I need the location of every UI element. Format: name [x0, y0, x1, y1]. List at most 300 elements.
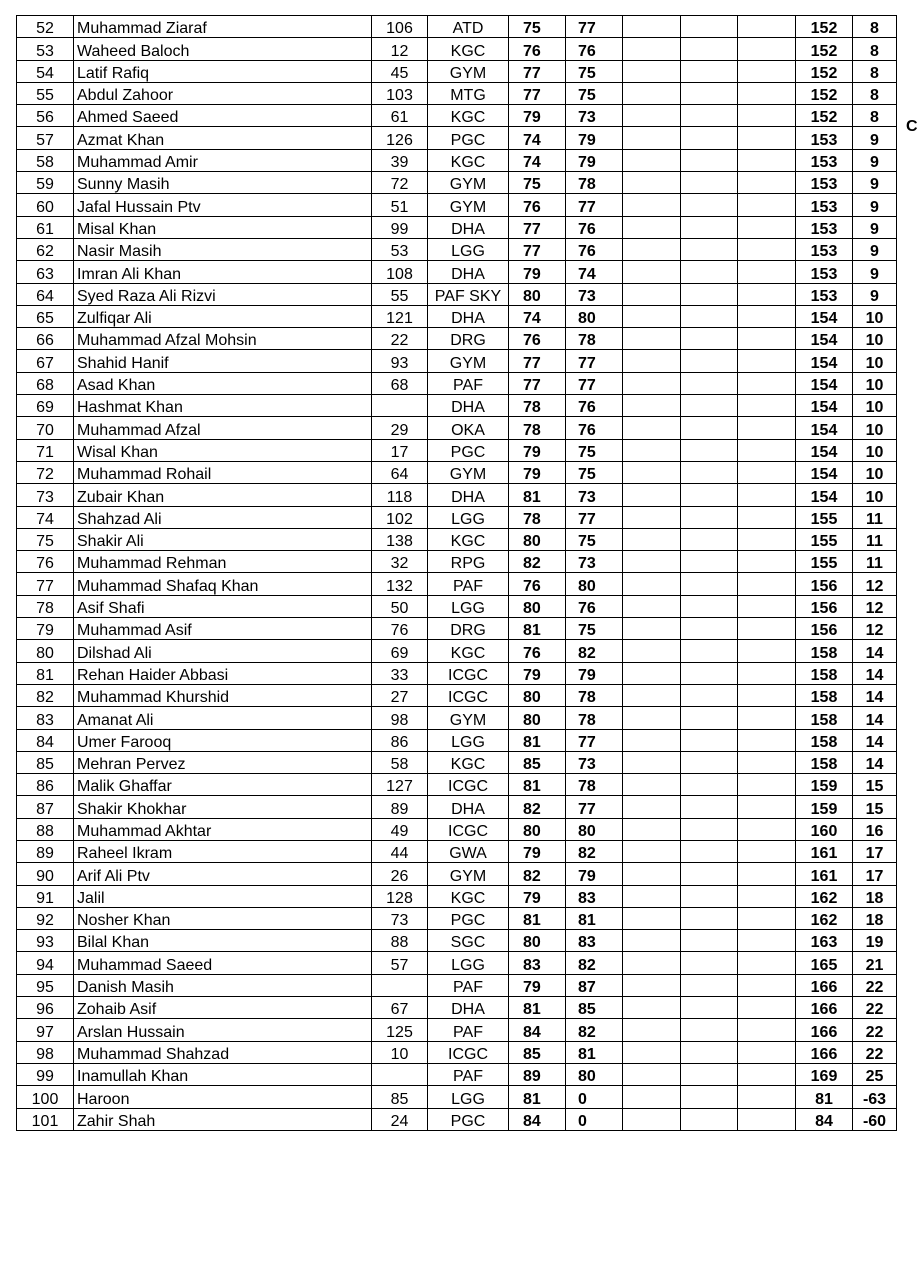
- player-name-cell: Shakir Khokhar: [74, 796, 372, 818]
- empty-cell: [681, 818, 738, 840]
- empty-cell: [623, 16, 681, 38]
- round1-score-cell: 80: [509, 707, 566, 729]
- round2-score-cell: 83: [566, 885, 623, 907]
- round1-score-cell: 79: [509, 662, 566, 684]
- total-score-cell: 155: [796, 506, 853, 528]
- club-cell: ATD: [428, 16, 509, 38]
- round1-score-cell: 80: [509, 684, 566, 706]
- position-cell: 93: [17, 930, 74, 952]
- table-row: [17, 1086, 897, 1108]
- empty-cell: [738, 551, 796, 573]
- club-cell: OKA: [428, 417, 509, 439]
- handicap-cell: 86: [372, 729, 428, 751]
- position-cell: 79: [17, 618, 74, 640]
- table-row: [17, 216, 897, 238]
- empty-cell: [738, 82, 796, 104]
- total-score-cell: 163: [796, 930, 853, 952]
- empty-cell: [681, 16, 738, 38]
- round2-score-cell: 73: [566, 105, 623, 127]
- round2-score-cell: 73: [566, 283, 623, 305]
- empty-cell: [681, 149, 738, 171]
- empty-cell: [738, 863, 796, 885]
- empty-cell: [623, 840, 681, 862]
- position-cell: 83: [17, 707, 74, 729]
- table-row: [17, 38, 897, 60]
- position-cell: 52: [17, 16, 74, 38]
- club-cell: DHA: [428, 216, 509, 238]
- round1-score-cell: 81: [509, 618, 566, 640]
- club-cell: DHA: [428, 261, 509, 283]
- player-name-cell: Asif Shafi: [74, 595, 372, 617]
- round1-score-cell: 85: [509, 1041, 566, 1063]
- position-cell: 89: [17, 840, 74, 862]
- position-cell: 87: [17, 796, 74, 818]
- empty-cell: [681, 417, 738, 439]
- club-cell: SGC: [428, 930, 509, 952]
- empty-cell: [681, 105, 738, 127]
- over-par-cell: -60: [853, 1108, 897, 1130]
- total-score-cell: 154: [796, 305, 853, 327]
- empty-cell: [623, 105, 681, 127]
- empty-cell: [738, 1108, 796, 1130]
- handicap-cell: [372, 395, 428, 417]
- round1-score-cell: 82: [509, 796, 566, 818]
- table-row: [17, 907, 897, 929]
- empty-cell: [623, 528, 681, 550]
- empty-cell: [681, 595, 738, 617]
- player-name-cell: Amanat Ali: [74, 707, 372, 729]
- empty-cell: [738, 194, 796, 216]
- table-row: [17, 395, 897, 417]
- over-par-cell: -63: [853, 1086, 897, 1108]
- club-cell: ICGC: [428, 684, 509, 706]
- table-row: [17, 1108, 897, 1130]
- handicap-cell: 29: [372, 417, 428, 439]
- table-row: [17, 328, 897, 350]
- club-cell: PGC: [428, 907, 509, 929]
- empty-cell: [738, 395, 796, 417]
- over-par-cell: 18: [853, 907, 897, 929]
- table-row: [17, 417, 897, 439]
- player-name-cell: Dilshad Ali: [74, 640, 372, 662]
- club-cell: LGG: [428, 238, 509, 260]
- round2-score-cell: 73: [566, 751, 623, 773]
- empty-cell: [681, 863, 738, 885]
- empty-cell: [623, 618, 681, 640]
- player-name-cell: Muhammad Ziaraf: [74, 16, 372, 38]
- total-score-cell: 154: [796, 461, 853, 483]
- total-score-cell: 84: [796, 1108, 853, 1130]
- club-cell: LGG: [428, 1086, 509, 1108]
- handicap-cell: 128: [372, 885, 428, 907]
- position-cell: 74: [17, 506, 74, 528]
- handicap-cell: 64: [372, 461, 428, 483]
- empty-cell: [738, 528, 796, 550]
- total-score-cell: 153: [796, 283, 853, 305]
- empty-cell: [681, 640, 738, 662]
- empty-cell: [738, 907, 796, 929]
- round1-score-cell: 77: [509, 60, 566, 82]
- player-name-cell: Muhammad Rehman: [74, 551, 372, 573]
- club-cell: LGG: [428, 506, 509, 528]
- handicap-cell: 106: [372, 16, 428, 38]
- position-cell: 59: [17, 172, 74, 194]
- total-score-cell: 158: [796, 640, 853, 662]
- table-row: [17, 796, 897, 818]
- total-score-cell: 81: [796, 1086, 853, 1108]
- empty-cell: [623, 350, 681, 372]
- table-row: [17, 952, 897, 974]
- total-score-cell: 156: [796, 618, 853, 640]
- handicap-cell: 73: [372, 907, 428, 929]
- club-cell: DRG: [428, 328, 509, 350]
- empty-cell: [623, 172, 681, 194]
- table-row: [17, 1019, 897, 1041]
- round2-score-cell: 75: [566, 82, 623, 104]
- over-par-cell: 19: [853, 930, 897, 952]
- round2-score-cell: 79: [566, 127, 623, 149]
- club-cell: PGC: [428, 1108, 509, 1130]
- over-par-cell: 10: [853, 417, 897, 439]
- total-score-cell: 165: [796, 952, 853, 974]
- round1-score-cell: 76: [509, 328, 566, 350]
- table-row: [17, 528, 897, 550]
- round2-score-cell: 76: [566, 395, 623, 417]
- handicap-cell: 88: [372, 930, 428, 952]
- empty-cell: [681, 506, 738, 528]
- over-par-cell: 25: [853, 1063, 897, 1085]
- empty-cell: [623, 930, 681, 952]
- total-score-cell: 154: [796, 350, 853, 372]
- handicap-cell: 76: [372, 618, 428, 640]
- player-name-cell: Muhammad Shafaq Khan: [74, 573, 372, 595]
- empty-cell: [681, 662, 738, 684]
- round1-score-cell: 77: [509, 216, 566, 238]
- over-par-cell: 8: [853, 60, 897, 82]
- empty-cell: [738, 261, 796, 283]
- total-score-cell: 153: [796, 194, 853, 216]
- handicap-cell: 39: [372, 149, 428, 171]
- position-cell: 64: [17, 283, 74, 305]
- handicap-cell: 102: [372, 506, 428, 528]
- round2-score-cell: 77: [566, 796, 623, 818]
- total-score-cell: 166: [796, 1041, 853, 1063]
- empty-cell: [623, 551, 681, 573]
- empty-cell: [623, 484, 681, 506]
- total-score-cell: 155: [796, 551, 853, 573]
- club-cell: LGG: [428, 595, 509, 617]
- total-score-cell: 158: [796, 662, 853, 684]
- club-cell: LGG: [428, 952, 509, 974]
- empty-cell: [623, 1019, 681, 1041]
- handicap-cell: 45: [372, 60, 428, 82]
- empty-cell: [623, 328, 681, 350]
- handicap-cell: 68: [372, 372, 428, 394]
- empty-cell: [681, 885, 738, 907]
- position-cell: 55: [17, 82, 74, 104]
- handicap-cell: 69: [372, 640, 428, 662]
- total-score-cell: 154: [796, 328, 853, 350]
- empty-cell: [623, 729, 681, 751]
- empty-cell: [681, 1086, 738, 1108]
- position-cell: 68: [17, 372, 74, 394]
- club-cell: ICGC: [428, 1041, 509, 1063]
- empty-cell: [623, 885, 681, 907]
- over-par-cell: 14: [853, 751, 897, 773]
- empty-cell: [738, 885, 796, 907]
- round1-score-cell: 80: [509, 528, 566, 550]
- table-row: [17, 1063, 897, 1085]
- player-name-cell: Imran Ali Khan: [74, 261, 372, 283]
- empty-cell: [738, 417, 796, 439]
- over-par-cell: 10: [853, 484, 897, 506]
- over-par-cell: 8: [853, 38, 897, 60]
- round2-score-cell: 81: [566, 1041, 623, 1063]
- over-par-cell: 15: [853, 774, 897, 796]
- empty-cell: [681, 38, 738, 60]
- table-row: [17, 305, 897, 327]
- position-cell: 76: [17, 551, 74, 573]
- empty-cell: [681, 840, 738, 862]
- position-cell: 80: [17, 640, 74, 662]
- club-cell: PAF: [428, 974, 509, 996]
- table-row: [17, 618, 897, 640]
- position-cell: 70: [17, 417, 74, 439]
- empty-cell: [681, 997, 738, 1019]
- total-score-cell: 161: [796, 863, 853, 885]
- empty-cell: [681, 1108, 738, 1130]
- table-row: [17, 774, 897, 796]
- empty-cell: [738, 796, 796, 818]
- club-cell: ICGC: [428, 774, 509, 796]
- round2-score-cell: 78: [566, 774, 623, 796]
- empty-cell: [738, 707, 796, 729]
- player-name-cell: Jalil: [74, 885, 372, 907]
- empty-cell: [623, 149, 681, 171]
- round2-score-cell: 77: [566, 506, 623, 528]
- position-cell: 53: [17, 38, 74, 60]
- position-cell: 61: [17, 216, 74, 238]
- empty-cell: [738, 216, 796, 238]
- club-cell: GYM: [428, 707, 509, 729]
- player-name-cell: Nasir Masih: [74, 238, 372, 260]
- empty-cell: [681, 484, 738, 506]
- empty-cell: [681, 172, 738, 194]
- round1-score-cell: 78: [509, 395, 566, 417]
- club-cell: KGC: [428, 751, 509, 773]
- total-score-cell: 156: [796, 573, 853, 595]
- player-name-cell: Muhammad Akhtar: [74, 818, 372, 840]
- over-par-cell: 10: [853, 439, 897, 461]
- empty-cell: [681, 551, 738, 573]
- player-name-cell: Muhammad Rohail: [74, 461, 372, 483]
- over-par-cell: 12: [853, 595, 897, 617]
- round1-score-cell: 84: [509, 1019, 566, 1041]
- handicap-cell: 127: [372, 774, 428, 796]
- round1-score-cell: 78: [509, 506, 566, 528]
- position-cell: 65: [17, 305, 74, 327]
- empty-cell: [681, 907, 738, 929]
- round1-score-cell: 74: [509, 127, 566, 149]
- position-cell: 58: [17, 149, 74, 171]
- player-name-cell: Zahir Shah: [74, 1108, 372, 1130]
- empty-cell: [738, 105, 796, 127]
- over-par-cell: 10: [853, 328, 897, 350]
- empty-cell: [738, 350, 796, 372]
- total-score-cell: 158: [796, 751, 853, 773]
- club-cell: DHA: [428, 796, 509, 818]
- round1-score-cell: 80: [509, 818, 566, 840]
- round2-score-cell: 78: [566, 707, 623, 729]
- round2-score-cell: 85: [566, 997, 623, 1019]
- player-name-cell: Inamullah Khan: [74, 1063, 372, 1085]
- over-par-cell: 14: [853, 684, 897, 706]
- scores-table: [16, 15, 897, 1131]
- empty-cell: [681, 796, 738, 818]
- empty-cell: [681, 774, 738, 796]
- empty-cell: [738, 149, 796, 171]
- round2-score-cell: 82: [566, 952, 623, 974]
- table-row: [17, 662, 897, 684]
- empty-cell: [623, 60, 681, 82]
- handicap-cell: 55: [372, 283, 428, 305]
- total-score-cell: 154: [796, 484, 853, 506]
- empty-cell: [738, 283, 796, 305]
- player-name-cell: Misal Khan: [74, 216, 372, 238]
- round1-score-cell: 75: [509, 172, 566, 194]
- total-score-cell: 162: [796, 885, 853, 907]
- position-cell: 62: [17, 238, 74, 260]
- player-name-cell: Rehan Haider Abbasi: [74, 662, 372, 684]
- empty-cell: [623, 305, 681, 327]
- position-cell: 71: [17, 439, 74, 461]
- empty-cell: [623, 439, 681, 461]
- table-row: [17, 551, 897, 573]
- round2-score-cell: 82: [566, 1019, 623, 1041]
- round1-score-cell: 83: [509, 952, 566, 974]
- empty-cell: [738, 618, 796, 640]
- table-row: [17, 372, 897, 394]
- empty-cell: [681, 573, 738, 595]
- round1-score-cell: 74: [509, 149, 566, 171]
- player-name-cell: Hashmat Khan: [74, 395, 372, 417]
- empty-cell: [738, 16, 796, 38]
- club-cell: MTG: [428, 82, 509, 104]
- empty-cell: [681, 328, 738, 350]
- player-name-cell: Muhammad Amir: [74, 149, 372, 171]
- round2-score-cell: 79: [566, 863, 623, 885]
- empty-cell: [623, 194, 681, 216]
- over-par-cell: 10: [853, 461, 897, 483]
- table-row: [17, 640, 897, 662]
- over-par-cell: 12: [853, 573, 897, 595]
- player-name-cell: Muhammad Saeed: [74, 952, 372, 974]
- club-cell: GYM: [428, 194, 509, 216]
- table-row: [17, 283, 897, 305]
- position-cell: 94: [17, 952, 74, 974]
- over-par-cell: 8: [853, 105, 897, 127]
- handicap-cell: 44: [372, 840, 428, 862]
- empty-cell: [738, 38, 796, 60]
- round2-score-cell: 83: [566, 930, 623, 952]
- table-row: [17, 105, 897, 127]
- empty-cell: [681, 60, 738, 82]
- table-row: [17, 840, 897, 862]
- over-par-cell: 14: [853, 640, 897, 662]
- player-name-cell: Zubair Khan: [74, 484, 372, 506]
- handicap-cell: 72: [372, 172, 428, 194]
- table-row: [17, 930, 897, 952]
- position-cell: 57: [17, 127, 74, 149]
- empty-cell: [681, 283, 738, 305]
- round1-score-cell: 79: [509, 439, 566, 461]
- position-cell: 85: [17, 751, 74, 773]
- empty-cell: [623, 395, 681, 417]
- club-cell: LGG: [428, 729, 509, 751]
- handicap-cell: 33: [372, 662, 428, 684]
- handicap-cell: 126: [372, 127, 428, 149]
- club-cell: PAF: [428, 1063, 509, 1085]
- handicap-cell: 99: [372, 216, 428, 238]
- total-score-cell: 153: [796, 149, 853, 171]
- position-cell: 100: [17, 1086, 74, 1108]
- empty-cell: [681, 305, 738, 327]
- empty-cell: [623, 684, 681, 706]
- player-name-cell: Muhammad Khurshid: [74, 684, 372, 706]
- over-par-cell: 22: [853, 974, 897, 996]
- handicap-cell: 132: [372, 573, 428, 595]
- player-name-cell: Shahzad Ali: [74, 506, 372, 528]
- empty-cell: [623, 417, 681, 439]
- club-cell: ICGC: [428, 662, 509, 684]
- empty-cell: [738, 818, 796, 840]
- handicap-cell: 17: [372, 439, 428, 461]
- over-par-cell: 9: [853, 194, 897, 216]
- round1-score-cell: 76: [509, 194, 566, 216]
- position-cell: 99: [17, 1063, 74, 1085]
- total-score-cell: 154: [796, 372, 853, 394]
- empty-cell: [623, 863, 681, 885]
- total-score-cell: 153: [796, 172, 853, 194]
- handicap-cell: 67: [372, 997, 428, 1019]
- round2-score-cell: 75: [566, 461, 623, 483]
- club-cell: GYM: [428, 863, 509, 885]
- club-cell: DHA: [428, 305, 509, 327]
- position-cell: 91: [17, 885, 74, 907]
- position-cell: 96: [17, 997, 74, 1019]
- round1-score-cell: 76: [509, 640, 566, 662]
- over-par-cell: 10: [853, 350, 897, 372]
- player-name-cell: Ahmed Saeed: [74, 105, 372, 127]
- empty-cell: [738, 1041, 796, 1063]
- handicap-cell: 57: [372, 952, 428, 974]
- empty-cell: [623, 506, 681, 528]
- empty-cell: [623, 82, 681, 104]
- empty-cell: [681, 461, 738, 483]
- handicap-cell: 138: [372, 528, 428, 550]
- handicap-cell: 118: [372, 484, 428, 506]
- empty-cell: [681, 439, 738, 461]
- empty-cell: [738, 729, 796, 751]
- over-par-cell: 21: [853, 952, 897, 974]
- empty-cell: [738, 238, 796, 260]
- round1-score-cell: 81: [509, 997, 566, 1019]
- position-cell: 81: [17, 662, 74, 684]
- empty-cell: [623, 216, 681, 238]
- handicap-cell: 51: [372, 194, 428, 216]
- player-name-cell: Malik Ghaffar: [74, 774, 372, 796]
- table-row: [17, 974, 897, 996]
